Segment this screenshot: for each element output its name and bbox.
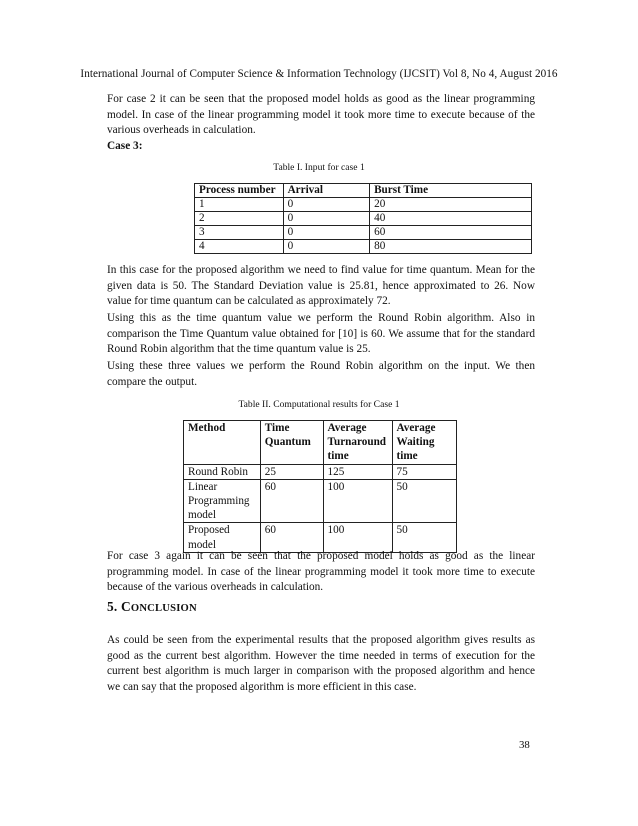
table-cell: 60 — [370, 226, 532, 240]
running-header: International Journal of Computer Science & Information Technology (IJCSIT) Vol 8, No 4, August 2016 — [80, 68, 558, 80]
table1-caption: Table I. Input for case 1 — [273, 162, 365, 173]
table-cell: 0 — [283, 226, 370, 240]
table-computational-results — [183, 420, 457, 553]
table-cell: Linear Programming model — [184, 479, 261, 523]
table-row — [184, 523, 457, 552]
table-cell: 100 — [323, 479, 392, 523]
table-cell: 125 — [323, 464, 392, 479]
table-header-cell: Process number — [195, 184, 284, 198]
table-cell: 0 — [283, 240, 370, 254]
table-cell: 0 — [283, 198, 370, 212]
table-header-cell: Average Waiting time — [392, 421, 457, 465]
table-cell: 40 — [370, 212, 532, 226]
table-cell: 60 — [260, 479, 323, 523]
table-cell: 3 — [195, 226, 284, 240]
section-heading-conclusion — [107, 599, 197, 615]
table-row — [195, 212, 532, 226]
paragraph-case3-conclusion: For case 3 again it can be seen that the proposed model holds as good as the linear programming model. In case of the linear programming model it took more time to execute because of the various overheads in calculation. — [107, 550, 535, 593]
table2-caption: Table II. Computational results for Case 1 — [238, 399, 400, 410]
table-row — [184, 464, 457, 479]
table-cell: 75 — [392, 464, 457, 479]
table-cell: 0 — [283, 212, 370, 226]
table-cell: Proposed model — [184, 523, 261, 552]
paragraph-case3-comparison: Using this as the time quantum value we perform the Round Robin algorithm. Also in comparison the Time Quantum value obtained for [10] is 60. We assume that for the standard Round Robin algorithm that the time quantum value is 25. — [107, 312, 535, 355]
table-cell: 100 — [323, 523, 392, 552]
table-row — [195, 240, 532, 254]
table-header-row — [195, 184, 532, 198]
table-input-case — [194, 183, 532, 254]
paragraph-conclusion: As could be seen from the experimental results that the proposed algorithm gives results as good as the current best algorithm. However the time needed in terms of execution for the current best algorithm is much larger in comparison with the proposed algorithm and hence we can say that the proposed algorithm is more efficient in this case. — [107, 634, 535, 693]
table-cell: 60 — [260, 523, 323, 552]
table-header-cell: Time Quantum — [260, 421, 323, 465]
table-header-cell: Method — [184, 421, 261, 465]
table-cell: 4 — [195, 240, 284, 254]
paragraph-case3-method: Using these three values we perform the Round Robin algorithm on the input. We then compare the output. — [107, 360, 535, 388]
table-cell: 80 — [370, 240, 532, 254]
table-cell: Round Robin — [184, 464, 261, 479]
table-row — [195, 198, 532, 212]
section-title: ONCLUSION — [130, 603, 197, 614]
paragraph-case2-conclusion: For case 2 it can be seen that the proposed model holds as good as the linear programming model. In case of the linear programming model it took more time to execute because of the various overheads in calculation. — [107, 93, 535, 136]
section-number: 5. C — [107, 599, 131, 614]
table-cell: 50 — [392, 479, 457, 523]
table-header-cell: Burst Time — [370, 184, 532, 198]
table-cell: 1 — [195, 198, 284, 212]
table-cell: 2 — [195, 212, 284, 226]
table-header-cell: Average Turnaround time — [323, 421, 392, 465]
case3-heading: Case 3: — [107, 140, 143, 152]
table-header-cell: Arrival — [283, 184, 370, 198]
page-number: 38 — [519, 739, 530, 751]
table-header-row — [184, 421, 457, 465]
table-cell: 50 — [392, 523, 457, 552]
table-row — [195, 226, 532, 240]
table-cell: 20 — [370, 198, 532, 212]
table-row — [184, 479, 457, 523]
paragraph-case3-intro: In this case for the proposed algorithm we need to find value for time quantum. Mean for the given data is 50. The Standard Deviation value is 25.81, hence approximated to 26. Now value for time quantum can be calculated as approximately 72. — [107, 264, 535, 307]
table-cell: 25 — [260, 464, 323, 479]
